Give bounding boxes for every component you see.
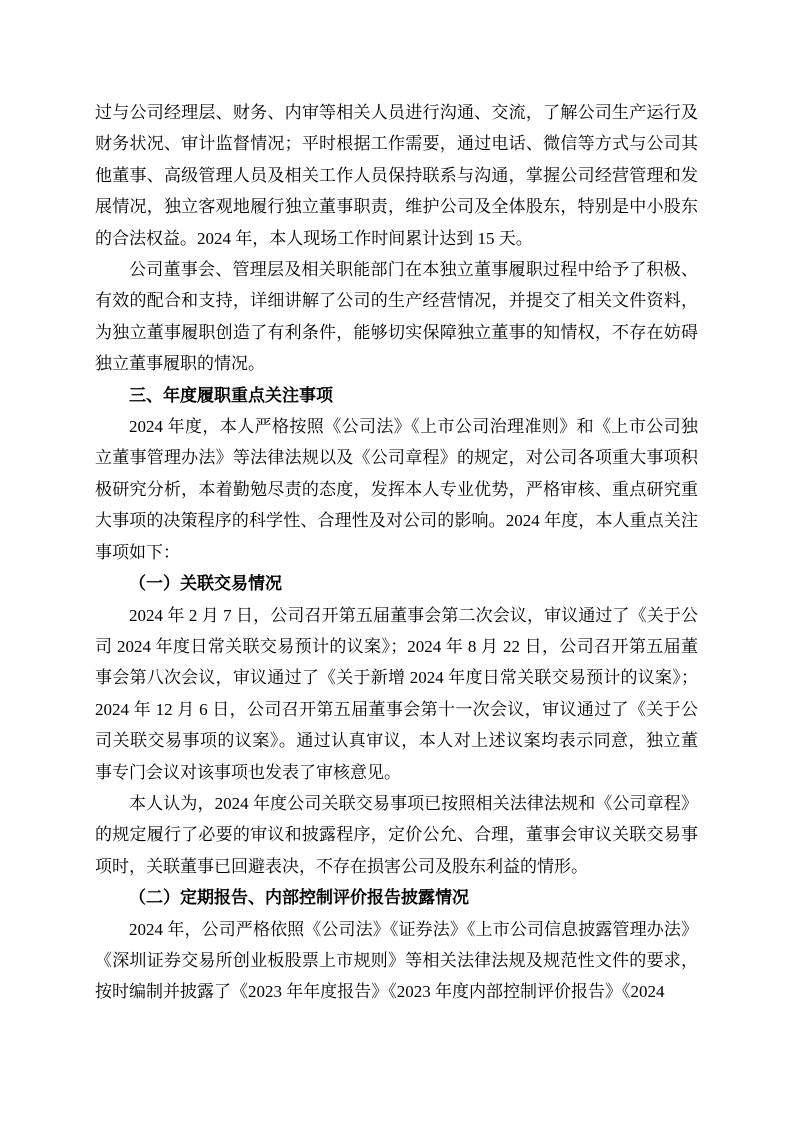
body-paragraph: 本人认为，2024 年度公司关联交易事项已按照相关法律法规和《公司章程》的规定履行了必要的审议和披露程序，定价公允、合理，董事会审议关联交易事项时，关联董事已回避表决，不存在损害公司及股东利益的情形。	[95, 793, 698, 876]
section-heading: （一）关联交易情况	[129, 574, 282, 594]
body-paragraph: 2024 年，公司严格依照《公司法》《证券法》《上市公司信息披露管理办法》《深圳证券交易所创业板股票上市规则》等相关法律法规及规范性文件的要求，按时编制并披露了《2023 年年度报告》《2023 年度内部控制评价报告》《2024	[95, 919, 698, 1002]
body-paragraph: 过与公司经理层、财务、内审等相关人员进行沟通、交流，了解公司生产运行及财务状况、审计监督情况；平时根据工作需要，通过电话、微信等方式与公司其他董事、高级管理人员及相关工作人员保持联系与沟通，掌握公司经营管理和发展情况，独立客观地履行独立董事职责，维护公司及全体股东，特别是中小股东的合法权益。2024 年，本人现场工作时间累计达到 15 天。	[95, 103, 698, 248]
body-paragraph: 2024 年度，本人严格按照《公司法》《上市公司治理准则》和《上市公司独立董事管理办法》等法律法规以及《公司章程》的规定，对公司各项重大事项积极研究分析，本着勤勉尽责的态度，发挥本人专业优势，严格审核、重点研究重大事项的决策程序的科学性、合理性及对公司的影响。2024 年度，本人重点关注事项如下：	[95, 417, 698, 562]
body-paragraph: 公司董事会、管理层及相关职能部门在本独立董事履职过程中给予了积极、有效的配合和支持，详细讲解了公司的生产经营情况，并提交了相关文件资料，为独立董事履职创造了有利条件，能够切实保障独立董事的知情权，不存在妨碍独立董事履职的情况。	[95, 260, 698, 374]
section-heading: （二）定期报告、内部控制评价报告披露情况	[129, 888, 469, 908]
section-heading: 三、年度履职重点关注事项	[129, 385, 333, 405]
body-paragraph: 2024 年 2 月 7 日，公司召开第五届董事会第二次会议，审议通过了《关于公司 2024 年度日常关联交易预计的议案》；2024 年 8 月 22 日，公司召开第五届董事会第八次会议，审议通过了《关于新增 2024 年度日常关联交易预计的议案》；2024 年 12 月 6 日，公司召开第五届董事会第十一次会议，审议通过了《关于公司关联交易事项的议案》。通过认真审议，本人对上述议案均表示同意，独立董事专门会议对该事项也发表了审核意见。	[95, 605, 698, 782]
document-body	[95, 97, 698, 1008]
